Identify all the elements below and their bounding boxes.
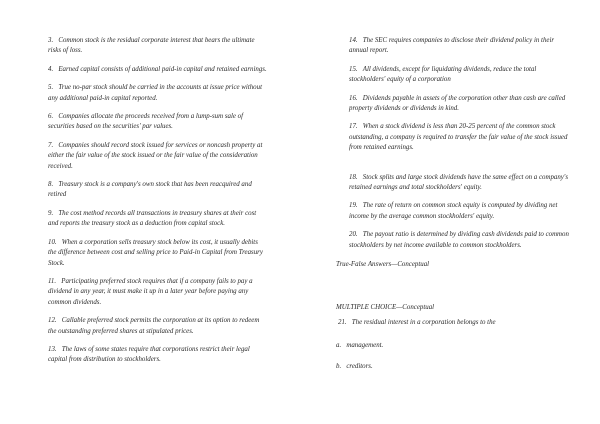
item-number: 3. [48,37,54,44]
tf-item-8 [35,180,268,201]
item-number: 4. [48,65,54,73]
tf-item-6 [35,112,268,133]
left-column [35,36,268,374]
item-number: 20. [349,231,358,239]
tf-item-10 [35,238,268,269]
item-text: Callable preferred stock permits the corporation at its option to redeem the outstanding preferred shares at stipulated prices. [48,317,260,335]
item-text: The payout ratio is determined by dividing cash dividends paid to common stockholders by net income available to common stockholders. [349,231,569,249]
mc-option-a [336,341,572,351]
question-number: 21. [338,318,347,326]
right-column [336,36,572,372]
option-text: management. [346,342,384,350]
tf-answers-heading: True-False Answers—Conceptual [336,261,430,269]
item-text: Earned capital consists of additional paid-in capital and retained earnings. [58,65,267,73]
item-text: The SEC requires companies to disclose their dividend policy in their annual report. [349,37,555,55]
item-number: 14. [349,37,358,44]
tf-item-13 [35,345,268,366]
item-number: 17. [349,123,358,131]
mc-heading: MULTIPLE CHOICE—Conceptual [336,303,435,311]
tf-item-9 [35,209,268,230]
item-text: True no-par stock should be carried in the accounts at issue price without any additional paid-in capital reported. [48,84,262,102]
item-number: 15. [349,65,358,73]
mc-option-b [336,362,572,372]
tf-item-5 [35,83,268,104]
item-number: 9. [48,209,54,217]
item-text: The cost method records all transactions in treasury shares at their cost and reports the treasury stock as a deduction from capital stock. [48,209,257,228]
item-number: 13. [48,345,57,353]
question-text: The residual interest in a corporation belongs to the [351,318,496,326]
item-text: Stock splits and large stock dividends have the same effect on a company's retained earnings and total stockholders' equity. [349,173,569,192]
tf-item-12 [35,316,268,337]
item-number: 12. [48,317,57,325]
tf-item-18 [336,173,572,194]
item-text: Participating preferred stock requires that if a company fails to pay a dividend in any year, it must make it up in a later year before paying any common dividends. [48,277,253,306]
item-number: 19. [349,202,358,210]
tf-item-20 [336,230,572,251]
tf-item-7 [35,141,268,172]
item-number: 11. [48,277,57,285]
item-text: All dividends, except for liquidating dividends, reduce the total stockholders' equity of a corporation [349,65,537,84]
tf-item-15 [336,65,572,86]
item-text: When a corporation sells treasury stock below its cost, it usually debits the difference between cost and selling price to Paid-in Capital from Treasury Stock. [48,238,263,267]
item-number: 10. [48,238,57,246]
tf-item-3 [35,36,268,57]
item-text: Dividends payable in assets of the corporation other than cash are called property dividends or dividends in kind. [349,94,566,113]
item-number: 5. [48,84,54,92]
item-text: When a stock dividend is less than 20-25 percent of the common stock outstanding, a company is required to transfer the fair value of the stock issued from retained earnings. [349,123,568,152]
item-text: Common stock is the residual corporate interest that bears the ultimate risks of loss. [48,37,255,55]
item-text: Treasury stock is a company's own stock that has been reacquired and retired [48,181,252,199]
tf-item-4 [35,65,268,75]
item-text: Companies should record stock issued for services or noncash property at either the fair value of the stock issued or the fair value of the consideration received. [48,141,263,170]
item-number: 8. [48,181,54,189]
tf-item-17 [336,122,572,153]
option-letter: a. [336,342,342,350]
item-number: 18. [349,173,358,181]
item-number: 16. [349,94,358,102]
option-letter: b. [336,362,342,370]
item-text: Companies allocate the proceeds received from a lump-sum sale of securities based on the securities' par values. [48,113,244,131]
item-text: The laws of some states require that corporations restrict their legal capital from distribution to stockholders. [48,345,250,364]
item-number: 6. [48,113,54,121]
item-number: 7. [48,141,54,149]
tf-item-11 [35,277,268,308]
tf-item-14 [336,36,572,57]
tf-item-16 [336,94,572,115]
item-text: The rate of return on common stock equity is computed by dividing net income by the average common stockholders' equity. [349,202,558,220]
tf-item-19 [336,201,572,222]
mc-question-21 [336,318,572,328]
option-text: creditors. [346,362,373,370]
